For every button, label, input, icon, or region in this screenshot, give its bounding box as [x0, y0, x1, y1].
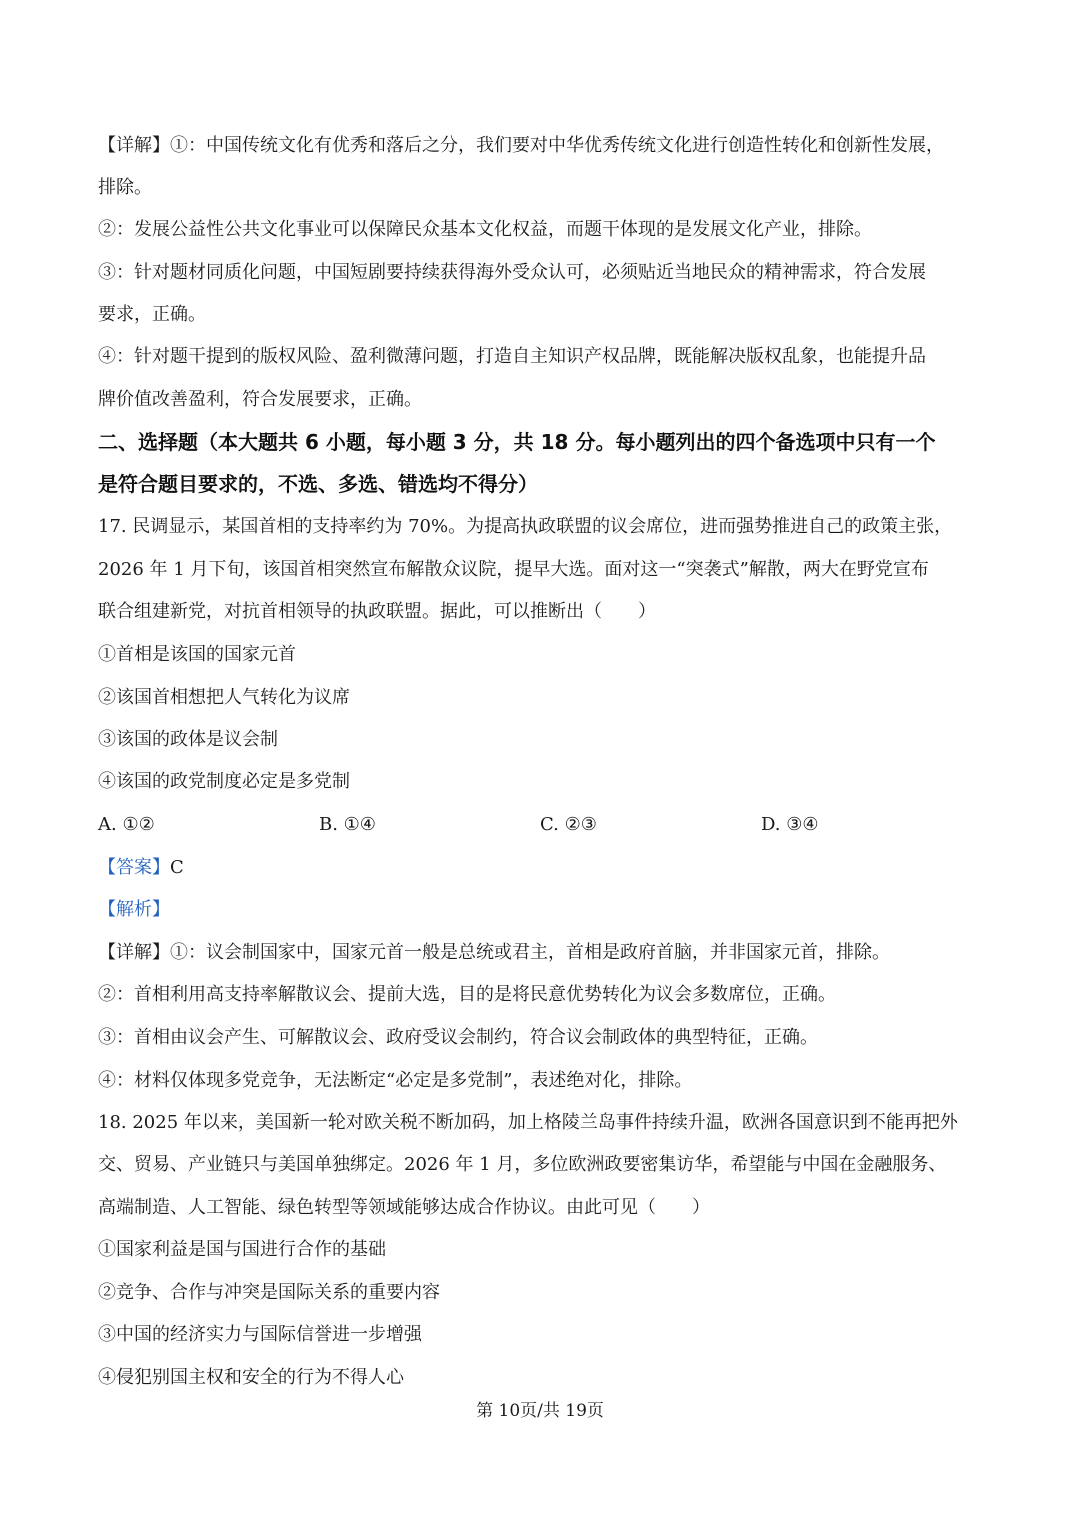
question-18-statement: ②竞争、合作与冲突是国际关系的重要内容: [98, 1282, 440, 1303]
answer-label: 【答案】: [98, 857, 170, 878]
question-18-stem: 高端制造、人工智能、绿色转型等领域能够达成合作协议。由此可见（ ）: [98, 1197, 710, 1218]
question-17-stem: 17. 民调显示，某国首相的支持率约为 70%。为提高执政联盟的议会席位，进而强势推进自己的政策主张，: [98, 516, 953, 537]
answer-value: C: [170, 857, 184, 878]
question-18-stem: 18. 2025 年以来，美国新一轮对欧关税不断加码，加上格陵兰岛事件持续升温，欧洲各国意识到不能再把外: [98, 1112, 958, 1133]
detail-line: ④：针对题干提到的版权风险、盈利微薄问题，打造自主知识产权品牌，既能解决版权乱象，也能提升品: [98, 346, 926, 367]
detail-line: ③：首相由议会产生、可解散议会、政府受议会制约，符合议会制政体的典型特征，正确。: [98, 1027, 818, 1048]
section-heading: 二、选择题（本大题共 6 小题，每小题 3 分，共 18 分。每小题列出的四个备选项中只有一个: [98, 430, 936, 454]
detail-line: ②：发展公益性公共文化事业可以保障民众基本文化权益，而题干体现的是发展文化产业，排除。: [98, 219, 872, 240]
question-18-stem: 交、贸易、产业链只与美国单独绑定。2026 年 1 月，多位欧洲政要密集访华，希望能与中国在金融服务、: [98, 1154, 947, 1175]
answer-line: [98, 855, 988, 881]
question-17-stem: 2026 年 1 月下旬，该国首相突然宣布解散众议院，提早大选。面对这一“突袭式”解散，两大在野党宣布: [98, 559, 929, 580]
detail-line: 牌价值改善盈利，符合发展要求，正确。: [98, 389, 422, 410]
question-18-statement: ①国家利益是国与国进行合作的基础: [98, 1239, 386, 1260]
analysis-label: 【解析】: [98, 899, 170, 920]
question-17-stem: 联合组建新党，对抗首相领导的执政联盟。据此，可以推断出（ ）: [98, 601, 656, 622]
detail-line: ②：首相利用高支持率解散议会、提前大选，目的是将民意优势转化为议会多数席位，正确。: [98, 984, 836, 1005]
page-number: 第 10页/共 19页: [476, 1401, 604, 1421]
detail-line: 排除。: [98, 177, 152, 198]
detail-line: 【详解】①：议会制国家中，国家元首一般是总统或君主，首相是政府首脑，并非国家元首，排除。: [98, 942, 890, 963]
detail-line: 要求，正确。: [98, 304, 206, 325]
question-17-statement: ①首相是该国的国家元首: [98, 644, 296, 665]
option-a: A. ①②: [98, 814, 155, 835]
detail-line: ④：材料仅体现多党竞争，无法断定“必定是多党制”，表述绝对化，排除。: [98, 1070, 693, 1091]
section-heading: 是符合题目要求的，不选、多选、错选均不得分）: [98, 472, 538, 496]
question-18-statement: ④侵犯别国主权和安全的行为不得人心: [98, 1367, 404, 1388]
question-18-statement: ③中国的经济实力与国际信誉进一步增强: [98, 1324, 422, 1345]
detail-line: ③：针对题材同质化问题，中国短剧要持续获得海外受众认可，必须贴近当地民众的精神需求，符合发展: [98, 262, 926, 283]
option-b: B. ①④: [319, 814, 376, 835]
question-17-statement: ②该国首相想把人气转化为议席: [98, 687, 350, 708]
question-17-statement: ③该国的政体是议会制: [98, 729, 278, 750]
option-c: C. ②③: [540, 814, 597, 835]
option-d: D. ③④: [761, 814, 819, 835]
detail-line: 【详解】①：中国传统文化有优秀和落后之分，我们要对中华优秀传统文化进行创造性转化和创新性发展，: [98, 135, 944, 156]
question-17-statement: ④该国的政党制度必定是多党制: [98, 771, 350, 792]
